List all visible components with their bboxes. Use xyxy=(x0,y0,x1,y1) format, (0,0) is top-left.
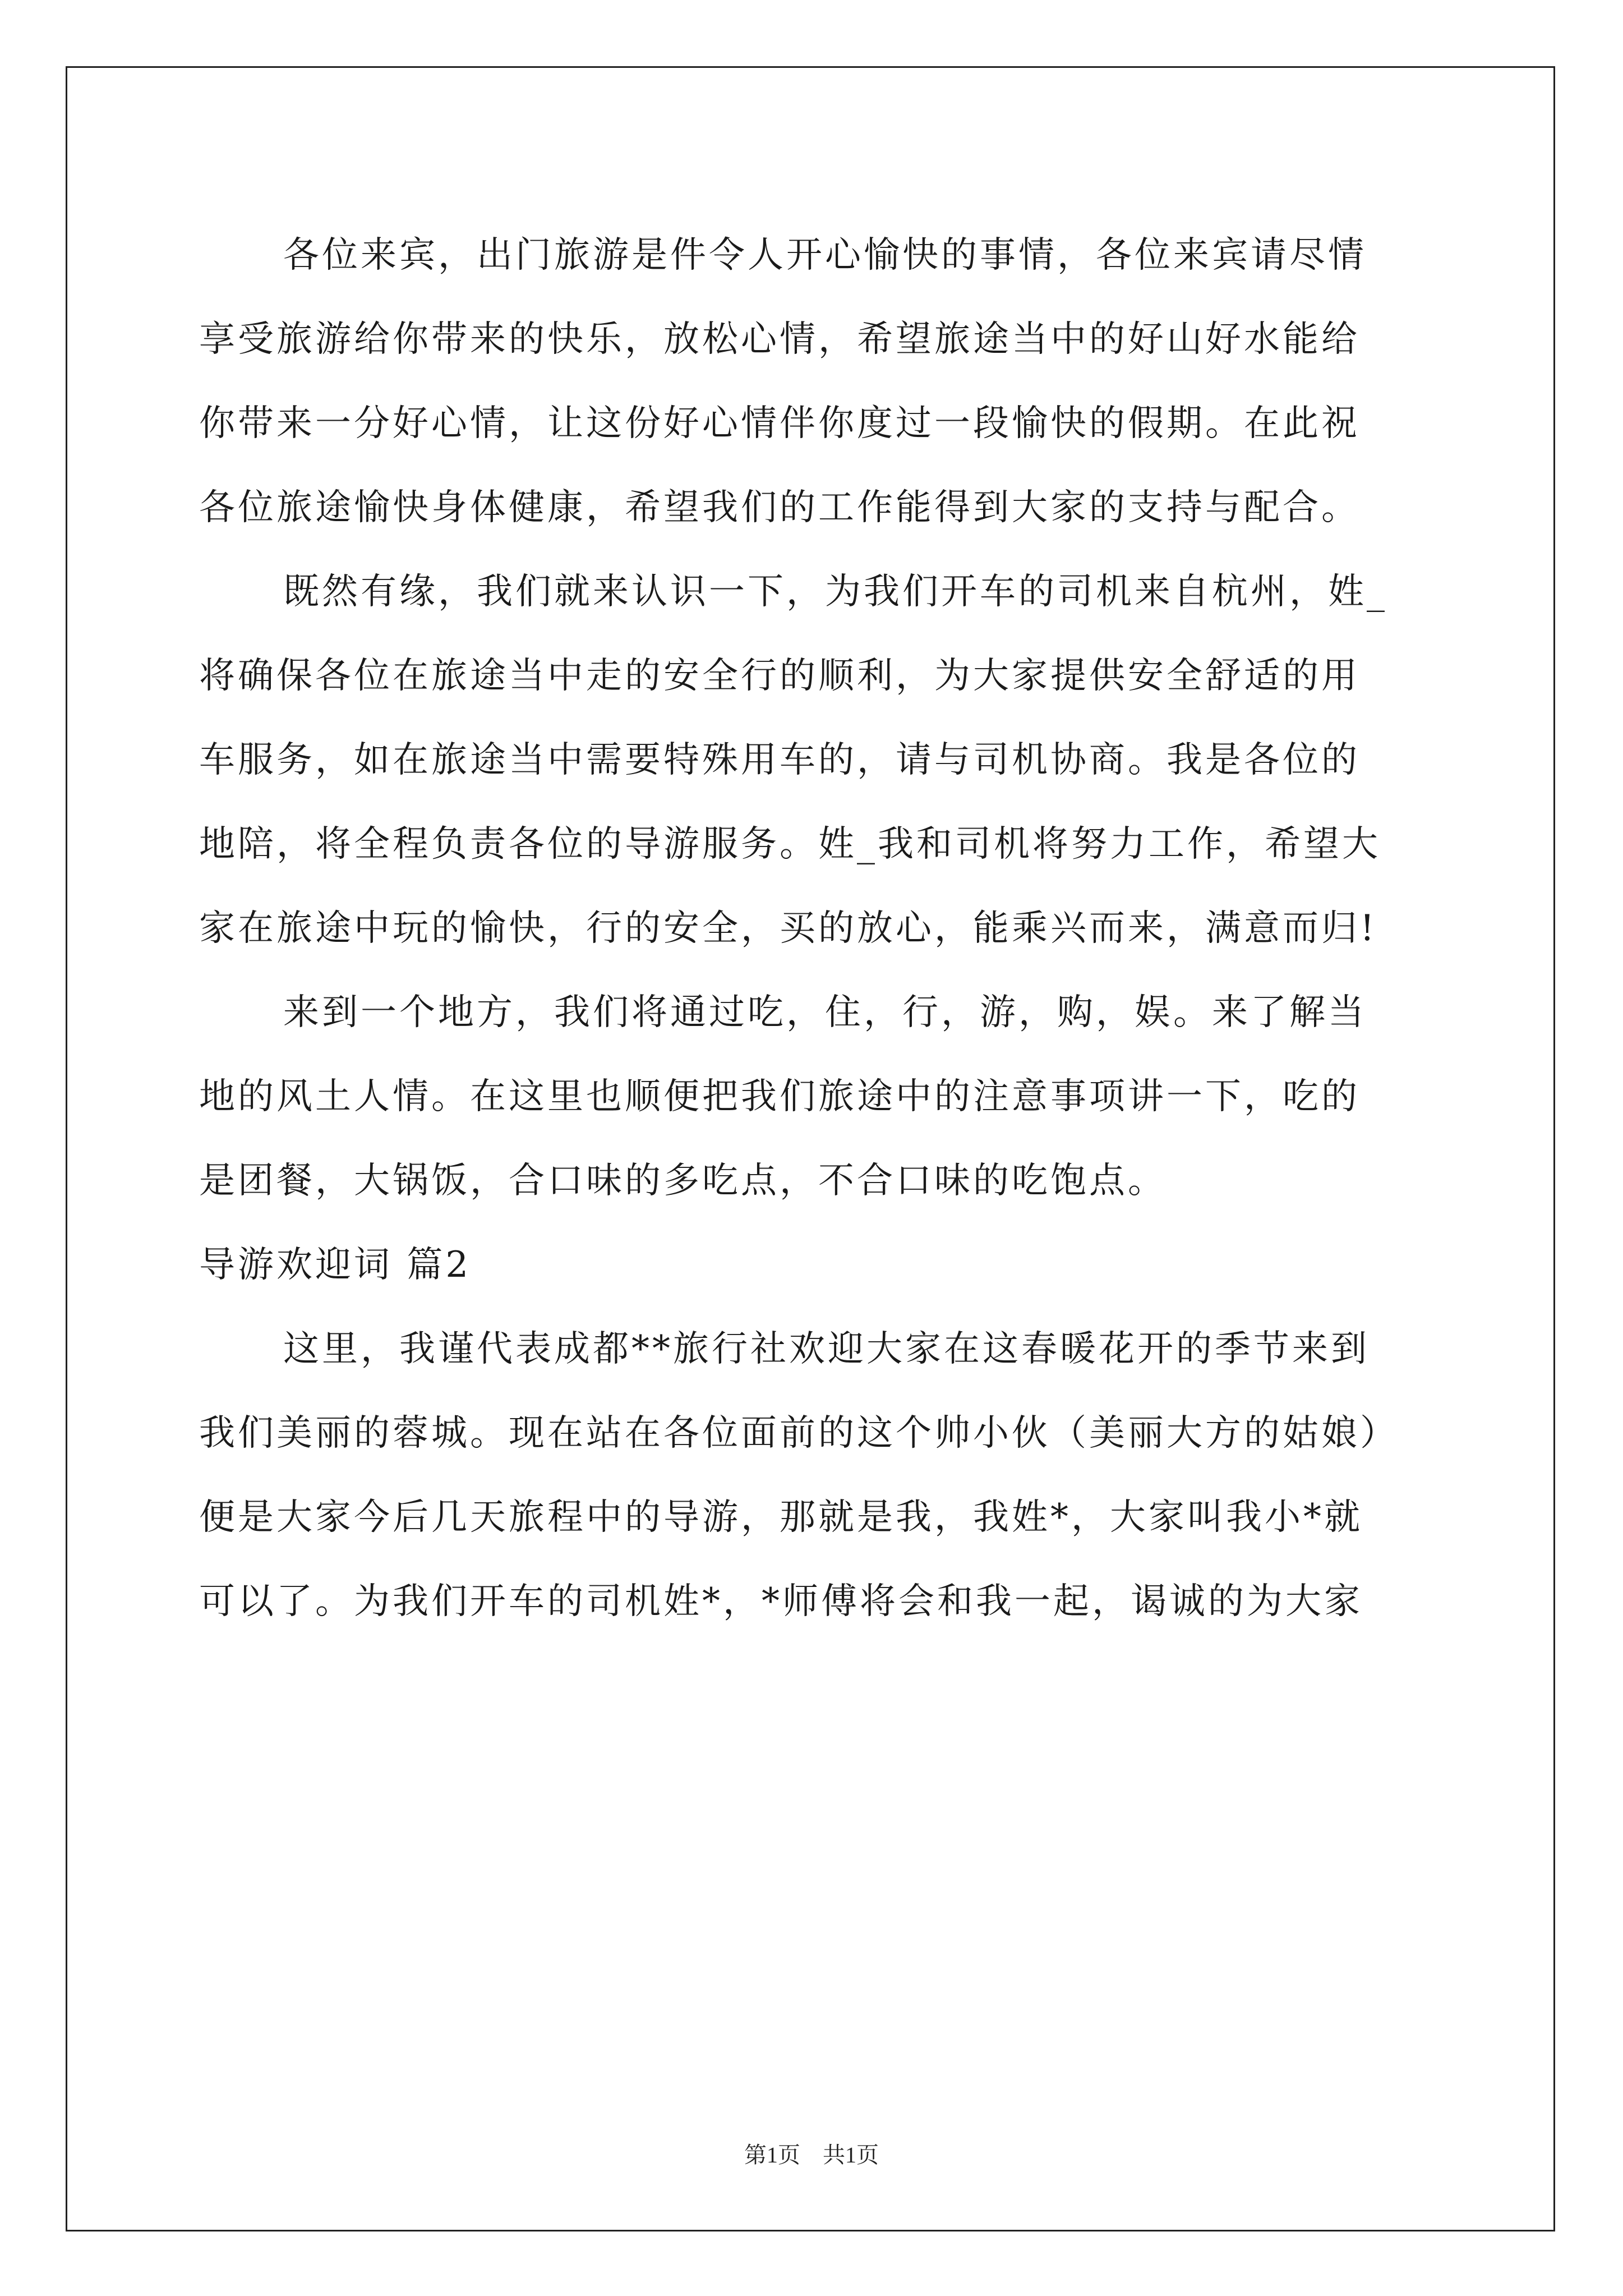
document-body xyxy=(199,213,1433,1644)
paragraph-line: 车服务，如在旅途当中需要特殊用车的，请与司机协商。我是各位的 xyxy=(199,739,1360,781)
paragraph-line: 我们美丽的蓉城。现在站在各位面前的这个帅小伙（美丽大方的姑娘） xyxy=(199,1412,1399,1454)
paragraph-line: 家在旅途中玩的愉快，行的安全，买的放心，能乘兴而来，满意而归! xyxy=(199,908,1377,949)
paragraph-line: 各位旅途愉快身体健康，希望我们的工作能得到大家的支持与配合。 xyxy=(199,487,1360,528)
page-footer: 第1页 共1页 xyxy=(744,2142,879,2168)
paragraph-line: 你带来一分好心情，让这份好心情伴你度过一段愉快的假期。在此祝 xyxy=(199,403,1360,444)
paragraph-line: 地陪，将全程负责各位的导游服务。姓_我和司机将努力工作，希望大 xyxy=(199,823,1381,865)
paragraph-line: 将确保各位在旅途当中走的安全行的顺利，为大家提供安全舒适的用 xyxy=(199,655,1360,697)
paragraph-line: 可以了。为我们开车的司机姓*，*师傅将会和我一起，谒诚的为大家 xyxy=(199,1581,1363,1622)
paragraph-line: 地的风土人情。在这里也顺便把我们旅途中的注意事项讲一下，吃的 xyxy=(199,1076,1360,1117)
paragraph-line: 是团餐，大锅饭，合口味的多吃点，不合口味的吃饱点。 xyxy=(199,1160,1166,1202)
paragraph-line: 既然有缘，我们就来认识一下，为我们开车的司机来自杭州，姓_ xyxy=(283,571,1387,613)
section-heading: 导游欢迎词 篇2 xyxy=(199,1244,472,1286)
paragraph-line: 便是大家今后几天旅程中的导游，那就是我，我姓*，大家叫我小*就 xyxy=(199,1497,1363,1538)
paragraph-line: 来到一个地方，我们将通过吃，住，行，游，购，娱。来了解当 xyxy=(283,992,1367,1033)
paragraph-line: 各位来宾，出门旅游是件令人开心愉快的事情，各位来宾请尽情 xyxy=(283,234,1367,276)
paragraph-line: 享受旅游给你带来的快乐，放松心情，希望旅途当中的好山好水能给 xyxy=(199,319,1360,360)
paragraph-line: 这里，我谨代表成都**旅行社欢迎大家在这春暖花开的季节来到 xyxy=(283,1328,1370,1370)
